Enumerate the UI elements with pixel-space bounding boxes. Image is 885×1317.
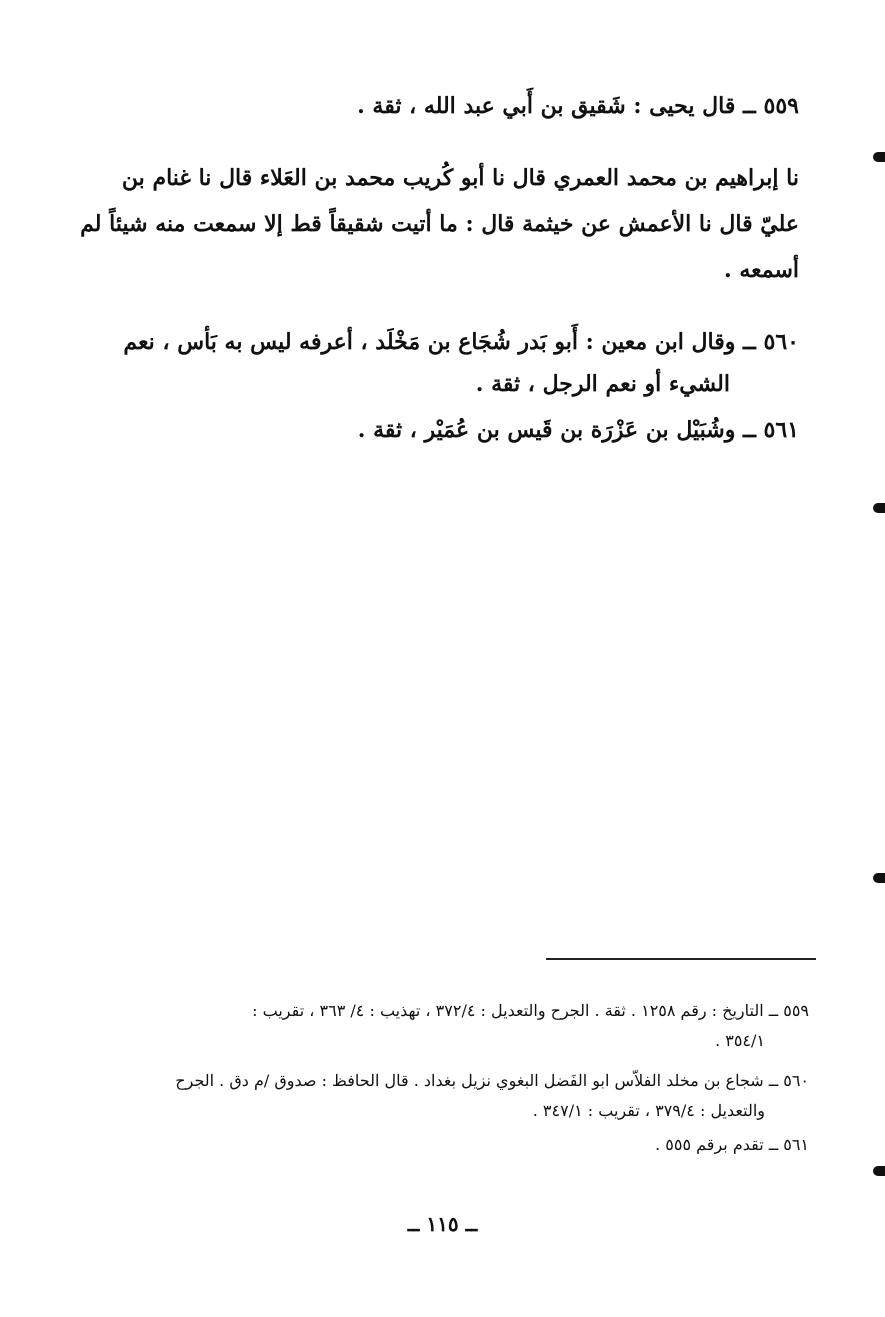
footnote-559-line-1: ٥٥٩ ــ التاريخ : رقم ١٢٥٨ . ثقة . الجرح والتعديل : ٣٧٢/٤ ، تهذيب : ٤/ ٣٦٣ ، تقريب :: [252, 1001, 809, 1020]
paragraph-line-2: عليّ قال نا الأعمش عن خيثمة قال : ما أتيت شقيقاً قط إلا سمعت منه شيئاً لم: [80, 211, 799, 237]
footnote-559-line-2: ٣٥٤/١ .: [715, 1031, 765, 1050]
page-number: ــ ١١٥ ــ: [407, 1212, 478, 1236]
footnote-separator: [546, 958, 816, 960]
entry-560-line-2: الشيء أو نعم الرجل ، ثقة .: [475, 371, 730, 397]
entry-559-heading: ٥٥٩ ــ قال يحيى : شَقيق بن أَبي عبد الله ، ثقة .: [357, 93, 799, 119]
entry-561-line-1: ٥٦١ ــ وشُبَيْل بن عَزْرَة بن قَيس بن عُمَيْر ، ثقة .: [357, 417, 799, 443]
scan-edge-mark: [873, 152, 885, 162]
footnote-561-line-1: ٥٦١ ــ تقدم برقم ٥٥٥ .: [655, 1135, 809, 1154]
scan-edge-mark: [873, 1166, 885, 1176]
scan-edge-mark: [873, 873, 885, 883]
paragraph-line-3: أسمعه .: [724, 257, 799, 283]
entry-560-line-1: ٥٦٠ ــ وقال ابن معين : أَبو بَدر شُجَاع بن مَخْلَد ، أعرفه ليس به بَأس ، نعم: [123, 329, 799, 355]
footnote-560-line-2: والتعديل : ٣٧٩/٤ ، تقريب : ٣٤٧/١ .: [532, 1101, 765, 1120]
paragraph-line-1: نا إبراهيم بن محمد العمري قال نا أبو كُريب محمد بن العَلاء قال نا غنام بن: [121, 165, 799, 191]
footnote-560-line-1: ٥٦٠ ــ شجاع بن مخلد الفلاّس ابو الفَضل البغوي نزيل بغداد . قال الحافظ : صدوق /م دق . الجرح: [175, 1071, 809, 1090]
scan-edge-mark: [873, 503, 885, 513]
